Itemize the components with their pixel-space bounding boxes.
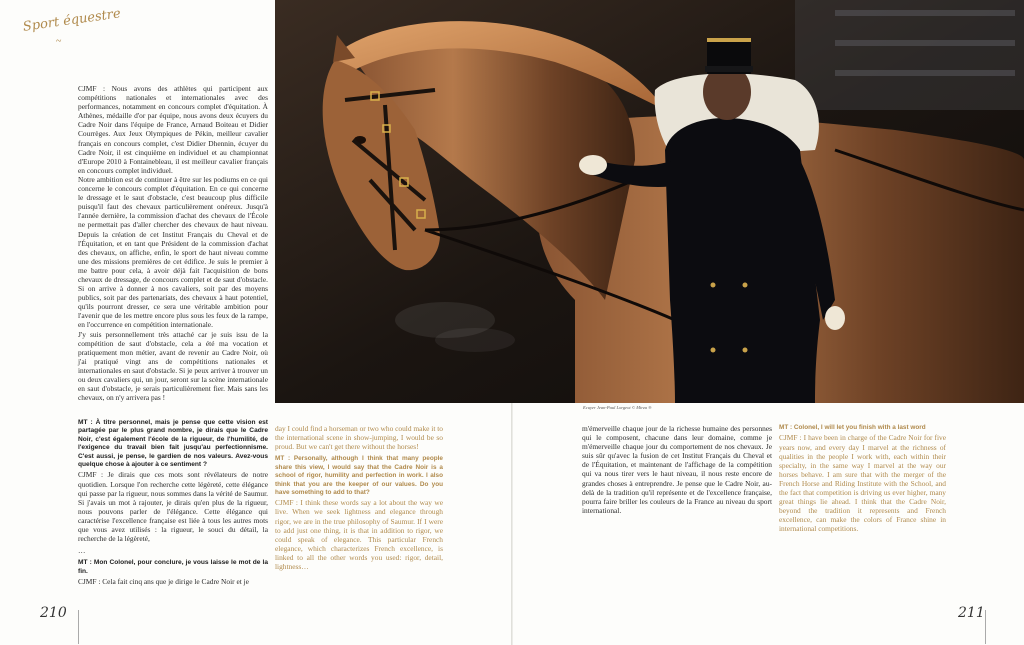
- page-number-left: 210: [40, 605, 67, 621]
- paragraph: CJMF : Nous avons des athlètes qui participent aux compétitions nationales et internationales avec des performances, notamment en concours complet d'équitation. À Athènes, médaille d'or par équipe, nous avons deux écuyers du Cadre Noir dans l'équipe de France, Arnaud Boiteau et Didier Courrèges. Aux Jeux Olympiques de Pékin, meilleur cavalier français en concours complet, c'est Didier Dhennin, écuyer du Cadre Noir, il est cinquième en individuel et au championnat d'Europe 2010 à Fontainebleau, il est meilleur cavalier français en concours complet individuel.: [78, 84, 268, 175]
- french-column-right: [582, 424, 772, 515]
- page-number-rule: [78, 610, 79, 644]
- page-number-rule: [985, 610, 986, 644]
- english-question: MT : Colonel, I will let you finish with a last word: [779, 424, 926, 431]
- french-column-top: [78, 84, 268, 402]
- photo-credit: Ecuyer Jean-Paul Lorgeot © Mirza ®: [583, 405, 652, 410]
- flourish-ornament-icon: ~: [56, 36, 62, 47]
- english-question: MT : Personally, although I think that many people share this view, I would say that the Cadre Noir is a school of rigor, humility and perfection in work. I also think that you are the keeper of our values. Do you have something to add to that?: [275, 455, 443, 496]
- english-answer: CJMF : I think these words say a lot about the way we live. When we seek lightness and elegance through rigor, we are in the true philosophy of Saumur. If I were to add just one thing, it is that in addition to rigor, we could speak of elegance. This particular French elegance, which characterizes French excellence, is linked to all the other words you used: rigor, detail, lightness…: [275, 498, 443, 571]
- french-column-bottom: [78, 415, 268, 586]
- horse-rider-illustration: [275, 0, 1024, 403]
- interview-question: MT : Mon Colonel, pour conclure, je vous laisse le mot de la fin.: [78, 559, 268, 575]
- english-paragraph: day I could find a horseman or two who could make it to the international scene in show-jumping, I would be so proud. But we can't get there without the horses!: [275, 424, 443, 452]
- english-column: [275, 424, 443, 571]
- paragraph: m'émerveille chaque jour de la richesse humaine des personnes qui le composent, chacune dans leur domaine, comme je m'émerveille chaque jour du comportement de nos chevaux. Je suis sûr qu'avec la fusion de cet Institut Français du Cheval et de l'Équitation, et maintenant de l'affichage de la compétition qui va nous tirer vers le haut niveau, il nous reste encore de grandes choses à entreprendre. Je pense que le Cadre Noir, au-delà de la tradition qu'il représente et de l'excellence française, pourra faire briller les couleurs de la France au niveau du sport international.: [582, 424, 772, 515]
- paragraph: J'y suis personnellement très attaché car je suis issu de la compétition de saut d'obstacle, cela a été ma vocation et pratiquement mon métier, avant de revenir au Cadre Noir, où j'ai pratiqué vingt ans de compétitions nationales et internationales en saut d'obstacle. Si je peux arriver à trouver un ou deux cavaliers qui, un jour, seront sur la scène internationale en saut d'obstacle, je serais particulièrement fier. Mais sans les chevaux, on n'y arrivera pas !: [78, 329, 268, 403]
- interview-answer: CJMF : Cela fait cinq ans que je dirige le Cadre Noir et je: [78, 577, 249, 587]
- interview-answer: CJMF : Je dirais que ces mots sont révélateurs de notre quotidien. Lorsque l'on recherche cette légèreté, cette élégance qui passe par la rigueur, nous sommes dans la vérité de Saumur. Si j'avais un mot à rajouter, je dirais qu'en plus de la rigueur, nous pouvons parler de l'élégance. Cette élégance qui caractérise l'excellence française est liée à tous les autres mots que vous avez utilisés : la rigueur, le souci du détail, la recherche de la légèreté,: [78, 470, 268, 544]
- english-answer: CJMF : I have been in charge of the Cadre Noir for five years now, and every day I marvel at the richness of qualities in the people I work with, each within their specialty, in the same way I marvel at the way our horses behave. I am sure that with the merger of the French Horse and Riding Institute with the School, and the fact that competition is driving us ever higher, many great things lie ahead. I think that the Cadre Noir, beyond the tradition it represents and French excellence, can make the colors of France shine in international competitions.: [779, 433, 946, 534]
- ellipsis: …: [78, 546, 86, 556]
- page-number-right: 211: [958, 605, 985, 621]
- horse-photo: [275, 0, 1024, 403]
- section-title: Sport équestre: [22, 6, 122, 35]
- paragraph: Notre ambition est de continuer à être sur les podiums en ce qui concerne le concours complet d'équitation. En ce qui concerne le dressage et le saut d'obstacle, c'est beaucoup plus difficile puisqu'il faut des chevaux particulièrement onéreux. Jusqu'à l'année dernière, la commission d'achat des chevaux de l'École ne permettait pas d'aller chercher des chevaux de haut niveau. Depuis la création de cet Institut Français du Cheval et de l'Équitation, et en tant que Président de la commission d'achat des chevaux, on affiche, enfin, le sport de haut niveau comme une des missions premières de cet édifice. Je suis le premier à me battre pour cela, à avoir déjà fait l'acquisition de bons chevaux de dressage, de concours complet et de saut d'obstacle. Si on arrive à donner à nos cavaliers, soit par des moyens publics, soit par des partenariats, des chevaux à haut potentiel, qu'ils pourront dresser, ce sera une véritable ambition pour l'avenir que de les mettre encore plus sous les feux de la rampe, en l'occurrence en compétition internationale.: [78, 174, 268, 330]
- interview-question: MT : À titre personnel, mais je pense que cette vision est partagée par le plus grand nombre, je dirais que le Cadre Noir, c'est également l'école de la rigueur, de l'humilité, de l'exigence du travail bien fait jusqu'au perfectionnisme. C'est aussi, je pense, le gardien de nos valeurs. Avez-vous quelque chose à ajouter à ce sentiment ?: [78, 419, 268, 469]
- english-column-right: [779, 424, 946, 533]
